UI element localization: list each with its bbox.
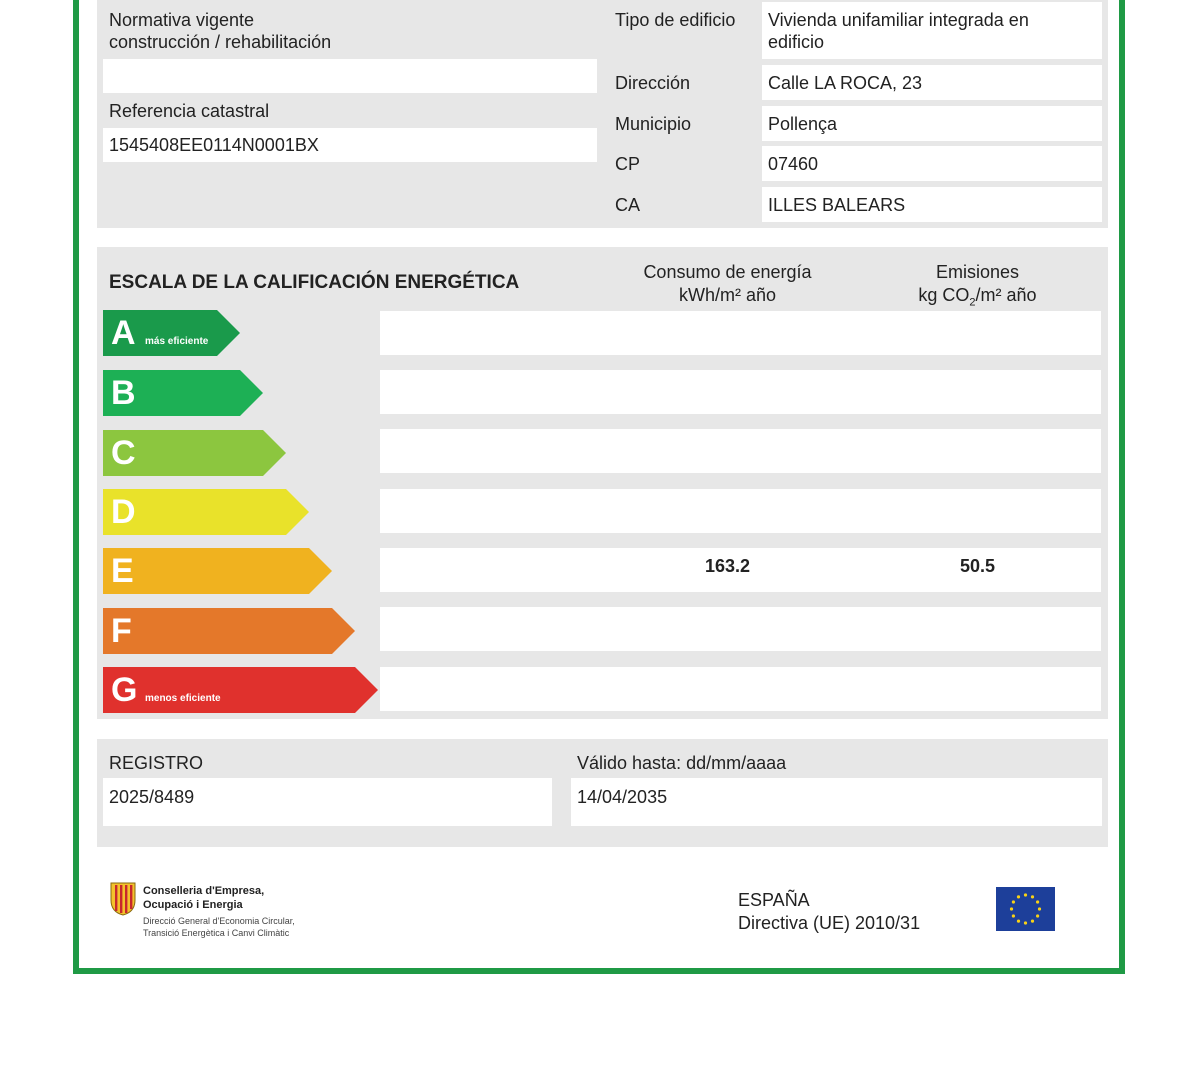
direccio-text-1: Direcció General d'Economia Circular,	[143, 916, 295, 926]
class-arrow-g-shape	[103, 667, 378, 713]
eu-flag-icon	[996, 887, 1055, 931]
class-letter-e: E	[111, 552, 134, 590]
tipo-value-2: edificio	[768, 32, 825, 52]
class-arrow-e	[103, 548, 337, 594]
conselleria-text-2: Ocupació i Energia	[143, 899, 243, 911]
tipo-field	[762, 2, 1102, 59]
class-arrow-a	[103, 310, 243, 356]
scale-row-a	[380, 311, 1101, 355]
emisiones-header-2-post: /m² año	[975, 285, 1037, 305]
direccio-text-2: Transició Energètica i Canvi Climàtic	[143, 928, 290, 938]
municipio-label: Municipio	[615, 114, 692, 134]
referencia-label: Referencia catastral	[109, 101, 270, 121]
ca-label: CA	[615, 195, 641, 215]
emisiones-header-2	[855, 284, 1100, 314]
normativa-label-2: construcción / rehabilitación	[109, 32, 332, 52]
municipio-value: Pollença	[768, 114, 838, 134]
registro-value: 2025/8489	[109, 787, 195, 807]
conselleria-text-1: Conselleria d'Empresa,	[143, 885, 265, 897]
ca-field	[762, 187, 1102, 222]
normativa-label-1: Normativa vigente	[109, 10, 255, 30]
class-letter-d: D	[111, 493, 136, 531]
valido-field	[571, 778, 1102, 826]
cp-field	[762, 146, 1102, 181]
espana-text: ESPAÑA	[738, 890, 810, 910]
consumo-value: 163.2	[704, 556, 751, 576]
scale-row-c	[380, 429, 1101, 473]
ca-value: ILLES BALEARS	[768, 195, 906, 215]
class-letter-g: G	[111, 671, 138, 709]
directiva-text: Directiva (UE) 2010/31	[738, 913, 921, 933]
cp-value: 07460	[768, 154, 819, 174]
referencia-value: 1545408EE0114N0001BX	[109, 135, 319, 155]
emisiones-value: 50.5	[959, 556, 996, 576]
direccion-field	[762, 65, 1102, 100]
consumo-header-2: kWh/m² año	[678, 285, 777, 305]
class-arrow-c	[103, 430, 291, 476]
normativa-field	[103, 59, 597, 93]
class-arrow-f	[103, 608, 359, 654]
consumo-header-1: Consumo de energía	[643, 262, 812, 282]
emisiones-header-1: Emisiones	[935, 262, 1020, 282]
class-letter-a: A	[111, 314, 136, 352]
class-arrow-b	[103, 370, 267, 416]
class-arrow-d	[103, 489, 313, 535]
valido-label: Válido hasta: dd/mm/aaaa	[577, 753, 787, 773]
scale-row-g	[380, 667, 1101, 711]
scale-row-f	[380, 607, 1101, 651]
direccion-label: Dirección	[615, 73, 691, 93]
class-arrow-e-shape	[103, 548, 332, 594]
scale-row-d	[380, 489, 1101, 533]
referencia-field	[103, 128, 597, 162]
registro-label: REGISTRO	[109, 753, 204, 773]
class-letter-b: B	[111, 374, 136, 412]
emisiones-header-2-sub: 2	[969, 296, 976, 309]
energy-scale-title: ESCALA DE LA CALIFICACIÓN ENERGÉTICA	[109, 272, 520, 293]
valido-value: 14/04/2035	[577, 787, 668, 807]
municipio-field	[762, 106, 1102, 141]
class-note-g: menos eficiente	[145, 693, 221, 704]
class-arrow-g	[103, 667, 383, 713]
direccion-value: Calle LA ROCA, 23	[768, 73, 923, 93]
tipo-value-1: Vivienda unifamiliar integrada en	[768, 10, 1029, 30]
scale-row-b	[380, 370, 1101, 414]
tipo-label: Tipo de edificio	[615, 10, 736, 30]
class-letter-f: F	[111, 612, 132, 650]
emisiones-header-2-pre: kg CO	[918, 285, 970, 305]
registro-field	[103, 778, 552, 826]
class-note-a: más eficiente	[145, 336, 209, 347]
class-letter-c: C	[111, 434, 136, 472]
class-arrow-f-shape	[103, 608, 355, 654]
cp-label: CP	[615, 154, 641, 174]
balearic-coat-of-arms-icon	[110, 882, 136, 916]
